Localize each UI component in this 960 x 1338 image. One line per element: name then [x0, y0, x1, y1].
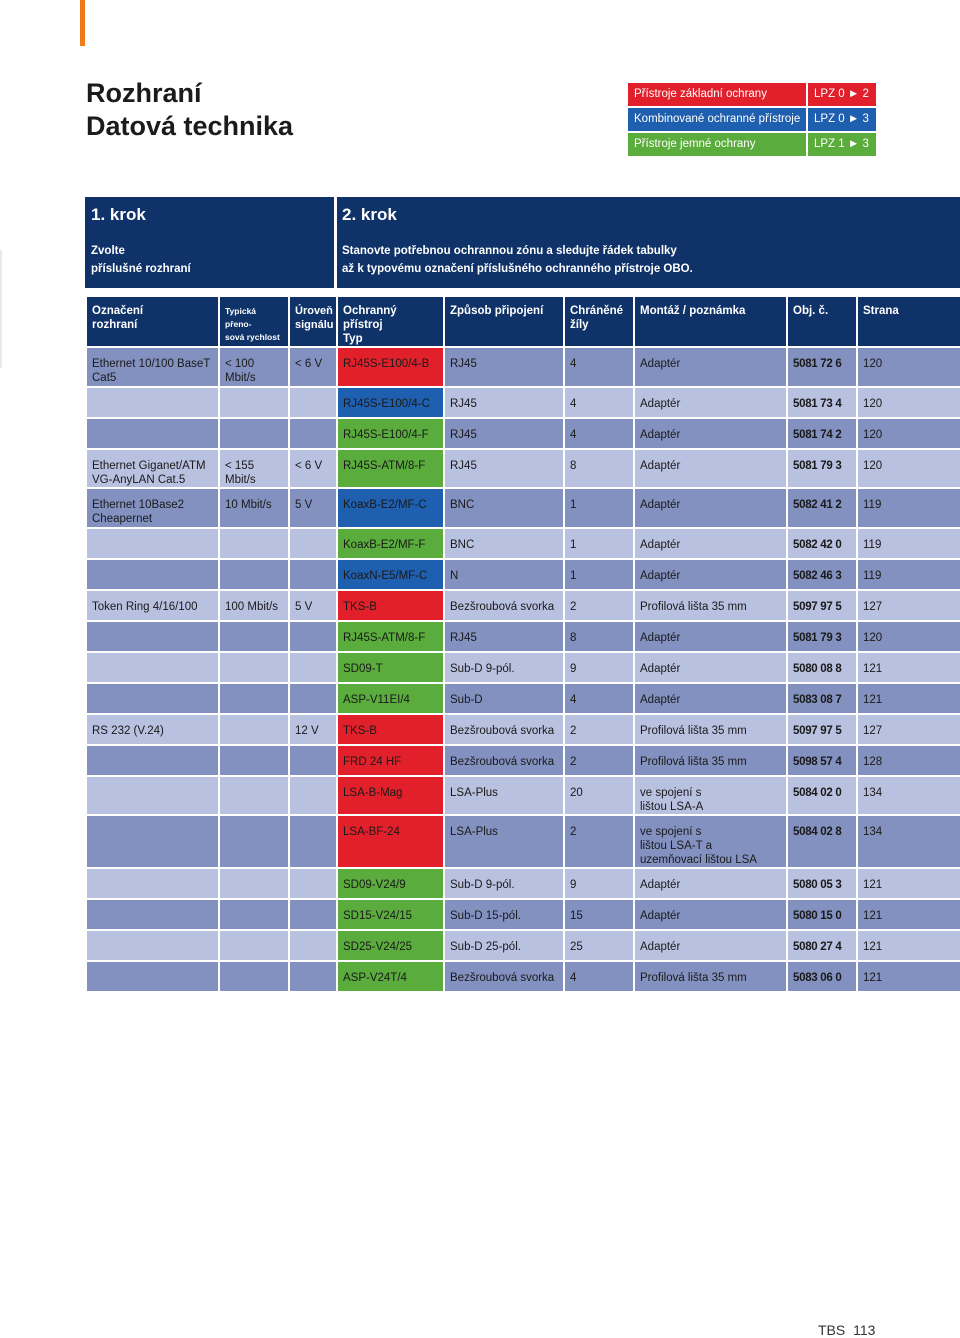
table-row: [86, 961, 960, 992]
cell-mounting: Adaptér: [634, 347, 787, 387]
cell-interface: [86, 815, 219, 868]
table-row: [86, 347, 960, 387]
cell-level: 12 V: [289, 714, 337, 745]
table-row: [86, 449, 960, 488]
cell-speed: [219, 621, 289, 652]
step-1-description: [91, 242, 191, 278]
cell-mounting: Adaptér: [634, 868, 787, 899]
cell-connection: RJ45: [444, 347, 564, 387]
cell-interface: [86, 745, 219, 776]
cell-order-number: 5081 79 3: [787, 621, 857, 652]
step-2-title: 2. krok: [342, 205, 397, 224]
orange-accent-bar: [80, 0, 85, 46]
cell-interface: [86, 559, 219, 590]
table-row: [86, 714, 960, 745]
cell-level: [289, 418, 337, 449]
cell-device: RJ45S-ATM/8-F: [337, 621, 444, 652]
cell-connection: Sub-D 9-pól.: [444, 868, 564, 899]
cell-device: ASP-V11EI/4: [337, 683, 444, 714]
cell-interface: Ethernet 10/100 BaseT Cat5: [86, 347, 219, 387]
cell-connection: RJ45: [444, 387, 564, 418]
cell-interface: [86, 930, 219, 961]
cell-order-number: 5083 08 7: [787, 683, 857, 714]
cell-order-number: 5084 02 8: [787, 815, 857, 868]
cell-interface: [86, 621, 219, 652]
header-order-number: Obj. č.: [787, 296, 857, 347]
cell-device: SD25-V24/25: [337, 930, 444, 961]
cell-order-number: 5097 97 5: [787, 590, 857, 621]
cell-interface: [86, 683, 219, 714]
cell-connection: Bezšroubová svorka: [444, 745, 564, 776]
cell-mounting: Adaptér: [634, 559, 787, 590]
cell-page: 120: [857, 621, 960, 652]
cell-order-number: 5081 73 4: [787, 387, 857, 418]
table-row: [86, 899, 960, 930]
cell-page: 119: [857, 528, 960, 559]
cell-speed: [219, 652, 289, 683]
cell-speed: [219, 528, 289, 559]
legend-row-basic: [628, 83, 876, 106]
cell-mounting: Adaptér: [634, 930, 787, 961]
table-row: [86, 868, 960, 899]
cell-page: 121: [857, 961, 960, 992]
table-row: [86, 776, 960, 815]
header-interface: Označení rozhraní: [86, 296, 219, 347]
cell-mounting: Profilová lišta 35 mm: [634, 961, 787, 992]
cell-order-number: 5081 72 6: [787, 347, 857, 387]
cell-interface: [86, 652, 219, 683]
legend-zone: LPZ 0 ► 2: [806, 83, 876, 106]
cell-interface: Ethernet 10Base2 Cheapernet: [86, 488, 219, 528]
cell-connection: Sub-D: [444, 683, 564, 714]
cell-order-number: 5082 46 3: [787, 559, 857, 590]
footer-page-number: 113: [853, 1322, 876, 1338]
cell-level: < 6 V: [289, 347, 337, 387]
cell-wires: 25: [564, 930, 634, 961]
cell-speed: [219, 776, 289, 815]
cell-interface: [86, 528, 219, 559]
header-device: Ochranný přístroj Typ: [337, 296, 444, 347]
cell-wires: 1: [564, 488, 634, 528]
header-page: Strana: [857, 296, 960, 347]
cell-level: [289, 815, 337, 868]
cell-interface: Ethernet Giganet/ATM VG-AnyLAN Cat.5: [86, 449, 219, 488]
cell-connection: BNC: [444, 528, 564, 559]
cell-level: [289, 652, 337, 683]
cell-device: ASP-V24T/4: [337, 961, 444, 992]
cell-interface: [86, 387, 219, 418]
cell-wires: 1: [564, 528, 634, 559]
table-row: [86, 930, 960, 961]
table-row: [86, 683, 960, 714]
cell-page: 121: [857, 652, 960, 683]
cell-speed: 100 Mbit/s: [219, 590, 289, 621]
table-row: [86, 745, 960, 776]
cell-mounting: Profilová lišta 35 mm: [634, 745, 787, 776]
page-title-line-1: Rozhraní: [86, 78, 202, 108]
cell-level: [289, 776, 337, 815]
cell-page: 119: [857, 488, 960, 528]
cell-order-number: 5080 08 8: [787, 652, 857, 683]
header-wires: Chráněné žíly: [564, 296, 634, 347]
cell-page: 121: [857, 930, 960, 961]
cell-device: LSA-B-Mag: [337, 776, 444, 815]
table-row: [86, 387, 960, 418]
cell-mounting: ve spojení s lištou LSA-A: [634, 776, 787, 815]
cell-wires: 4: [564, 418, 634, 449]
table-row: [86, 621, 960, 652]
cell-page: 121: [857, 868, 960, 899]
cell-speed: [219, 387, 289, 418]
cell-connection: LSA-Plus: [444, 776, 564, 815]
cell-wires: 2: [564, 815, 634, 868]
cell-level: 5 V: [289, 488, 337, 528]
cell-page: 134: [857, 776, 960, 815]
cell-speed: [219, 961, 289, 992]
cell-device: SD15-V24/15: [337, 899, 444, 930]
cell-wires: 2: [564, 714, 634, 745]
table-row: [86, 590, 960, 621]
table-row: [86, 815, 960, 868]
header-mounting: Montáž / poznámka: [634, 296, 787, 347]
cell-level: [289, 387, 337, 418]
cell-page: 120: [857, 347, 960, 387]
cell-order-number: 5080 27 4: [787, 930, 857, 961]
cell-device: TKS-B: [337, 590, 444, 621]
cell-connection: Bezšroubová svorka: [444, 590, 564, 621]
cell-level: [289, 559, 337, 590]
cell-speed: < 100 Mbit/s: [219, 347, 289, 387]
cell-connection: RJ45: [444, 418, 564, 449]
cell-mounting: Adaptér: [634, 683, 787, 714]
legend-zone: LPZ 1 ► 3: [806, 133, 876, 156]
cell-level: < 6 V: [289, 449, 337, 488]
product-table: [85, 295, 960, 993]
cell-order-number: 5081 74 2: [787, 418, 857, 449]
cell-speed: [219, 559, 289, 590]
table-row: [86, 559, 960, 590]
table-header-row: [86, 296, 960, 347]
cell-device: KoaxB-E2/MF-C: [337, 488, 444, 528]
cell-level: [289, 528, 337, 559]
header-connection: Způsob připojení: [444, 296, 564, 347]
footer-label: TBS: [818, 1322, 846, 1338]
cell-interface: [86, 868, 219, 899]
cell-mounting: Adaptér: [634, 652, 787, 683]
cell-connection: Bezšroubová svorka: [444, 961, 564, 992]
cell-level: [289, 961, 337, 992]
cell-device: RJ45S-E100/4-C: [337, 387, 444, 418]
step-2-desc-line: až k typovému označení příslušného ochranného přístroje OBO.: [342, 263, 693, 275]
page-footer: [818, 1322, 875, 1338]
cell-wires: 4: [564, 387, 634, 418]
cell-page: 127: [857, 590, 960, 621]
cell-mounting: Profilová lišta 35 mm: [634, 714, 787, 745]
side-margin-mark: [0, 250, 2, 368]
cell-device: SD09-V24/9: [337, 868, 444, 899]
cell-wires: 15: [564, 899, 634, 930]
cell-page: 134: [857, 815, 960, 868]
cell-page: 120: [857, 449, 960, 488]
cell-level: [289, 683, 337, 714]
cell-wires: 9: [564, 868, 634, 899]
cell-level: [289, 868, 337, 899]
cell-wires: 8: [564, 449, 634, 488]
cell-page: 121: [857, 899, 960, 930]
cell-order-number: 5082 42 0: [787, 528, 857, 559]
table-row: [86, 528, 960, 559]
cell-speed: [219, 745, 289, 776]
cell-speed: [219, 714, 289, 745]
table-row: [86, 418, 960, 449]
cell-interface: [86, 899, 219, 930]
legend-label: Kombinované ochranné přístroje: [634, 113, 801, 125]
cell-device: KoaxB-E2/MF-F: [337, 528, 444, 559]
cell-order-number: 5084 02 0: [787, 776, 857, 815]
cell-speed: 10 Mbit/s: [219, 488, 289, 528]
cell-speed: [219, 899, 289, 930]
header-speed: Typická přeno- sová rychlost: [219, 296, 289, 347]
cell-interface: Token Ring 4/16/100: [86, 590, 219, 621]
cell-wires: 9: [564, 652, 634, 683]
cell-wires: 2: [564, 590, 634, 621]
cell-order-number: 5083 06 0: [787, 961, 857, 992]
cell-mounting: ve spojení s lištou LSA-T a uzemňovací lištou LSA: [634, 815, 787, 868]
cell-wires: 4: [564, 683, 634, 714]
cell-order-number: 5080 15 0: [787, 899, 857, 930]
legend-label: Přístroje jemné ochrany: [634, 138, 756, 150]
cell-device: TKS-B: [337, 714, 444, 745]
cell-connection: RJ45: [444, 621, 564, 652]
cell-device: KoaxN-E5/MF-C: [337, 559, 444, 590]
cell-mounting: Adaptér: [634, 418, 787, 449]
cell-interface: [86, 961, 219, 992]
table-row: [86, 652, 960, 683]
cell-speed: [219, 815, 289, 868]
cell-connection: RJ45: [444, 449, 564, 488]
cell-connection: Sub-D 9-pól.: [444, 652, 564, 683]
legend-row-fine: [628, 133, 876, 156]
cell-wires: 8: [564, 621, 634, 652]
cell-wires: 4: [564, 961, 634, 992]
cell-mounting: Adaptér: [634, 899, 787, 930]
cell-device: RJ45S-ATM/8-F: [337, 449, 444, 488]
cell-page: 120: [857, 387, 960, 418]
cell-page: 127: [857, 714, 960, 745]
table-row: [86, 488, 960, 528]
cell-order-number: 5098 57 4: [787, 745, 857, 776]
cell-order-number: 5080 05 3: [787, 868, 857, 899]
cell-order-number: 5081 79 3: [787, 449, 857, 488]
cell-order-number: 5097 97 5: [787, 714, 857, 745]
step-divider: [334, 197, 337, 288]
cell-speed: [219, 418, 289, 449]
step-2-desc-line: Stanovte potřebnou ochrannou zónu a sledujte řádek tabulky: [342, 245, 677, 257]
cell-page: 119: [857, 559, 960, 590]
cell-wires: 1: [564, 559, 634, 590]
page-title-line-2: Datová technika: [86, 111, 294, 141]
cell-interface: [86, 776, 219, 815]
zone-legend: [628, 83, 876, 158]
cell-connection: LSA-Plus: [444, 815, 564, 868]
cell-mounting: Adaptér: [634, 621, 787, 652]
header-level: Úroveň signálu: [289, 296, 337, 347]
cell-device: SD09-T: [337, 652, 444, 683]
legend-row-combined: [628, 108, 876, 131]
cell-mounting: Adaptér: [634, 488, 787, 528]
cell-device: RJ45S-E100/4-F: [337, 418, 444, 449]
cell-level: [289, 930, 337, 961]
cell-wires: 4: [564, 347, 634, 387]
steps-banner: [85, 197, 960, 288]
step-2-description: [342, 242, 693, 278]
step-1-desc-line: Zvolte: [91, 245, 125, 257]
cell-level: [289, 899, 337, 930]
cell-connection: N: [444, 559, 564, 590]
step-1-desc-line: příslušné rozhraní: [91, 263, 191, 275]
cell-page: 120: [857, 418, 960, 449]
cell-connection: BNC: [444, 488, 564, 528]
cell-connection: Bezšroubová svorka: [444, 714, 564, 745]
cell-mounting: Adaptér: [634, 387, 787, 418]
cell-mounting: Adaptér: [634, 528, 787, 559]
legend-zone: LPZ 0 ► 3: [806, 108, 876, 131]
cell-device: RJ45S-E100/4-B: [337, 347, 444, 387]
cell-wires: 20: [564, 776, 634, 815]
cell-speed: < 155 Mbit/s: [219, 449, 289, 488]
cell-speed: [219, 930, 289, 961]
cell-mounting: Profilová lišta 35 mm: [634, 590, 787, 621]
cell-level: 5 V: [289, 590, 337, 621]
table-body: [86, 347, 960, 992]
page-title: [86, 77, 293, 143]
cell-level: [289, 745, 337, 776]
cell-level: [289, 621, 337, 652]
cell-interface: RS 232 (V.24): [86, 714, 219, 745]
cell-order-number: 5082 41 2: [787, 488, 857, 528]
legend-label: Přístroje základní ochrany: [634, 88, 767, 100]
cell-page: 121: [857, 683, 960, 714]
cell-wires: 2: [564, 745, 634, 776]
cell-speed: [219, 683, 289, 714]
cell-device: LSA-BF-24: [337, 815, 444, 868]
cell-device: FRD 24 HF: [337, 745, 444, 776]
cell-mounting: Adaptér: [634, 449, 787, 488]
cell-interface: [86, 418, 219, 449]
cell-connection: Sub-D 15-pól.: [444, 899, 564, 930]
cell-connection: Sub-D 25-pól.: [444, 930, 564, 961]
cell-speed: [219, 868, 289, 899]
cell-page: 128: [857, 745, 960, 776]
step-1-title: 1. krok: [91, 205, 146, 224]
